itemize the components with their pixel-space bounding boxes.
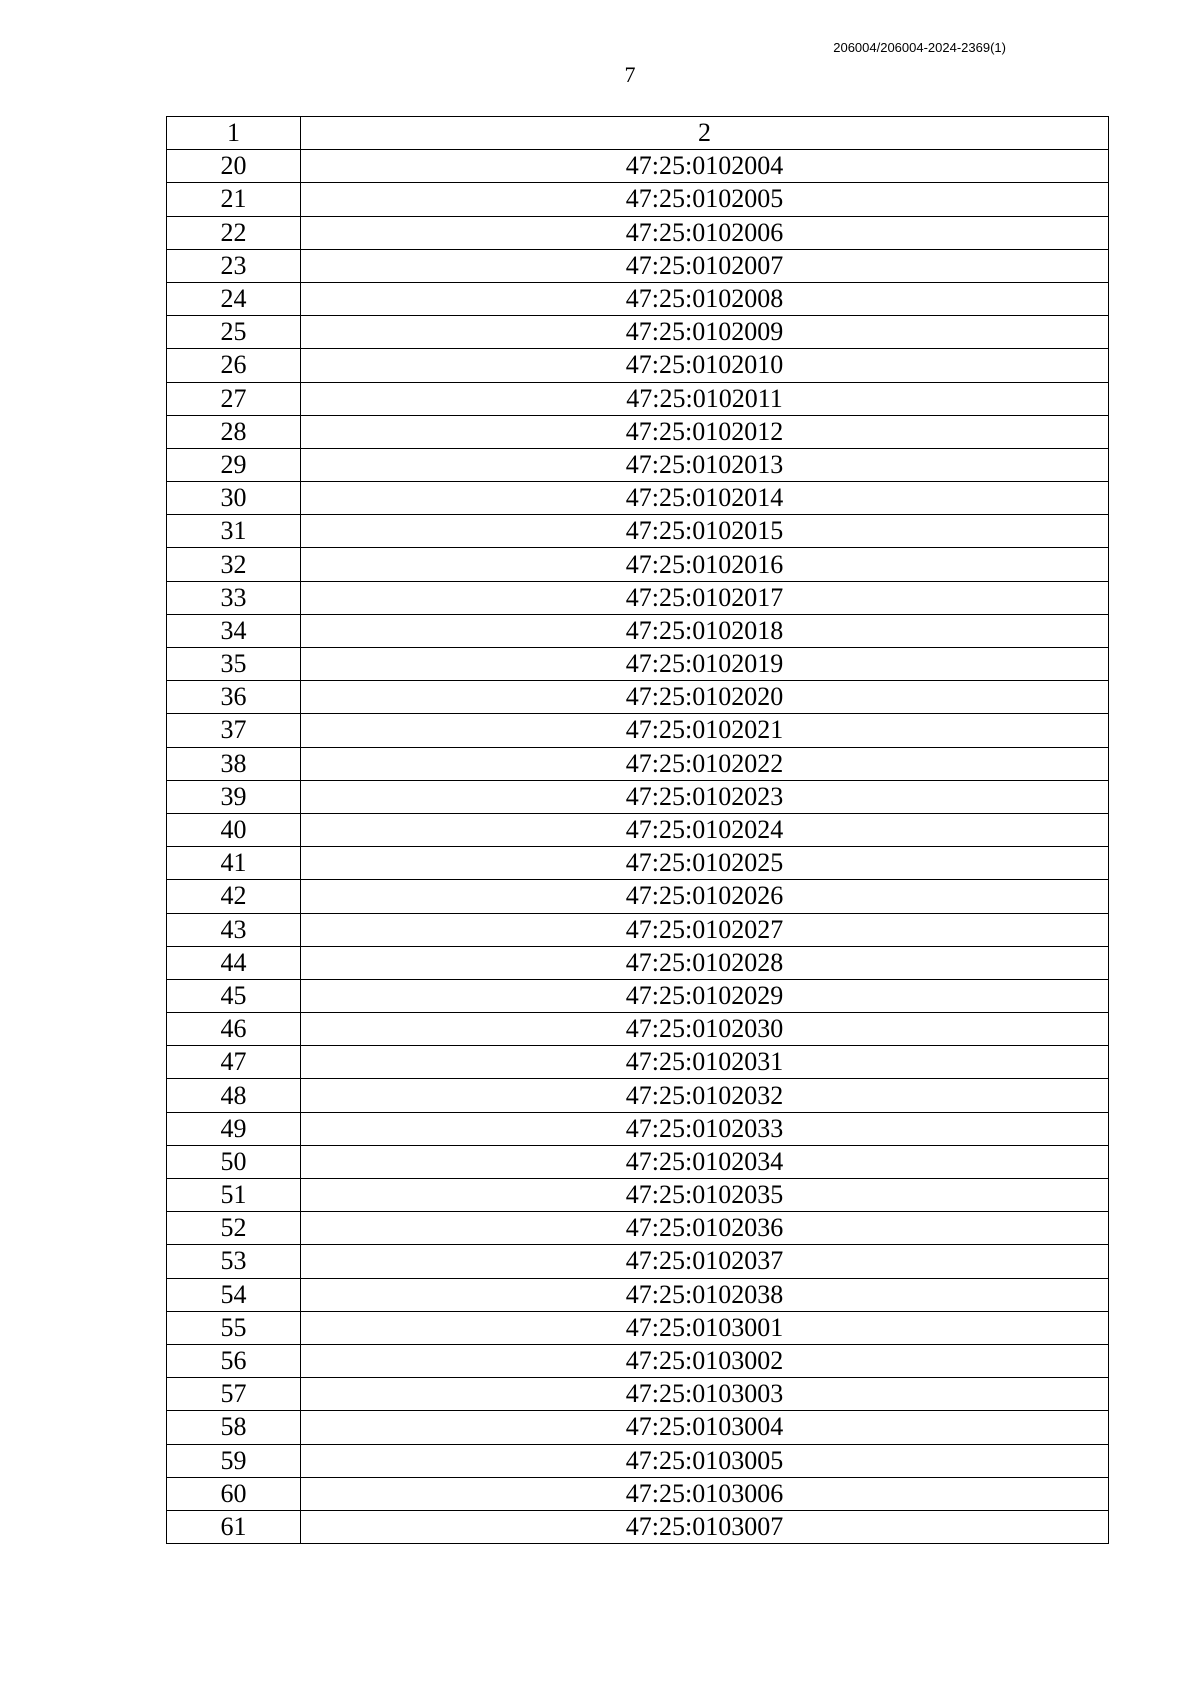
table-row — [167, 548, 1109, 581]
row-number-cell: 44 — [167, 946, 301, 979]
cadastral-number-cell: 47:25:0102013 — [301, 448, 1109, 481]
cadastral-number-cell: 47:25:0102012 — [301, 415, 1109, 448]
row-number-cell: 37 — [167, 714, 301, 747]
cadastral-number-cell: 47:25:0103007 — [301, 1510, 1109, 1543]
table-row — [167, 979, 1109, 1012]
row-number-cell: 27 — [167, 382, 301, 415]
cadastral-number-cell: 47:25:0102019 — [301, 648, 1109, 681]
cadastral-number-cell: 47:25:0102036 — [301, 1212, 1109, 1245]
cadastral-number-cell: 47:25:0102029 — [301, 979, 1109, 1012]
table-row — [167, 714, 1109, 747]
row-number-cell: 35 — [167, 648, 301, 681]
row-number-cell: 28 — [167, 415, 301, 448]
cadastral-number-cell: 47:25:0102005 — [301, 183, 1109, 216]
cadastral-number-cell: 47:25:0102038 — [301, 1278, 1109, 1311]
cadastral-number-cell: 47:25:0102018 — [301, 614, 1109, 647]
row-number-cell: 30 — [167, 482, 301, 515]
table-row — [167, 648, 1109, 681]
cadastral-number-cell: 47:25:0102030 — [301, 1013, 1109, 1046]
table-row — [167, 1245, 1109, 1278]
table-row — [167, 1477, 1109, 1510]
cadastral-number-cell: 47:25:0102010 — [301, 349, 1109, 382]
table-row — [167, 946, 1109, 979]
table-row — [167, 282, 1109, 315]
table-row — [167, 1444, 1109, 1477]
row-number-cell: 61 — [167, 1510, 301, 1543]
table-row — [167, 880, 1109, 913]
row-number-cell: 48 — [167, 1079, 301, 1112]
row-number-cell: 59 — [167, 1444, 301, 1477]
table-row — [167, 1046, 1109, 1079]
table-row — [167, 150, 1109, 183]
row-number-cell: 57 — [167, 1378, 301, 1411]
table-row — [167, 349, 1109, 382]
table-row — [167, 1510, 1109, 1543]
table-row — [167, 316, 1109, 349]
table-row — [167, 847, 1109, 880]
table-row — [167, 448, 1109, 481]
cadastral-number-cell: 47:25:0102033 — [301, 1112, 1109, 1145]
row-number-cell: 50 — [167, 1145, 301, 1178]
table-row — [167, 581, 1109, 614]
table-row — [167, 1112, 1109, 1145]
cadastral-number-cell: 47:25:0102016 — [301, 548, 1109, 581]
table-body — [167, 150, 1109, 1544]
table-row — [167, 1013, 1109, 1046]
cadastral-number-cell: 47:25:0102037 — [301, 1245, 1109, 1278]
row-number-cell: 54 — [167, 1278, 301, 1311]
row-number-cell: 32 — [167, 548, 301, 581]
table-row — [167, 681, 1109, 714]
table-row — [167, 747, 1109, 780]
cadastral-number-cell: 47:25:0102035 — [301, 1179, 1109, 1212]
row-number-cell: 56 — [167, 1344, 301, 1377]
cadastral-number-cell: 47:25:0102023 — [301, 780, 1109, 813]
row-number-cell: 52 — [167, 1212, 301, 1245]
table-row — [167, 1378, 1109, 1411]
table-row — [167, 614, 1109, 647]
table-row — [167, 415, 1109, 448]
cadastral-number-cell: 47:25:0102017 — [301, 581, 1109, 614]
table-row — [167, 1278, 1109, 1311]
row-number-cell: 53 — [167, 1245, 301, 1278]
cadastral-number-cell: 47:25:0102028 — [301, 946, 1109, 979]
table-header — [167, 117, 1109, 150]
cadastral-number-cell: 47:25:0102011 — [301, 382, 1109, 415]
cadastral-number-cell: 47:25:0103002 — [301, 1344, 1109, 1377]
row-number-cell: 51 — [167, 1179, 301, 1212]
cadastral-number-cell: 47:25:0103001 — [301, 1311, 1109, 1344]
row-number-cell: 29 — [167, 448, 301, 481]
cadastral-number-cell: 47:25:0102032 — [301, 1079, 1109, 1112]
cadastral-number-cell: 47:25:0102004 — [301, 150, 1109, 183]
row-number-cell: 42 — [167, 880, 301, 913]
row-number-cell: 24 — [167, 282, 301, 315]
cadastral-number-cell: 47:25:0102008 — [301, 282, 1109, 315]
cadastral-number-cell: 47:25:0103003 — [301, 1378, 1109, 1411]
table-row — [167, 1311, 1109, 1344]
row-number-cell: 47 — [167, 1046, 301, 1079]
row-number-cell: 25 — [167, 316, 301, 349]
row-number-cell: 23 — [167, 249, 301, 282]
row-number-cell: 20 — [167, 150, 301, 183]
row-number-cell: 40 — [167, 813, 301, 846]
cadastral-number-cell: 47:25:0102014 — [301, 482, 1109, 515]
row-number-cell: 49 — [167, 1112, 301, 1145]
table-row — [167, 780, 1109, 813]
cadastral-number-cell: 47:25:0102026 — [301, 880, 1109, 913]
table-row — [167, 813, 1109, 846]
cadastral-table — [166, 116, 1109, 1544]
row-number-cell: 22 — [167, 216, 301, 249]
cadastral-number-cell: 47:25:0102031 — [301, 1046, 1109, 1079]
cadastral-number-cell: 47:25:0102024 — [301, 813, 1109, 846]
cadastral-number-cell: 47:25:0103006 — [301, 1477, 1109, 1510]
row-number-cell: 34 — [167, 614, 301, 647]
header-row — [167, 117, 1109, 150]
table-row — [167, 216, 1109, 249]
row-number-cell: 36 — [167, 681, 301, 714]
row-number-cell: 21 — [167, 183, 301, 216]
row-number-cell: 55 — [167, 1311, 301, 1344]
table-row — [167, 249, 1109, 282]
cadastral-number-cell: 47:25:0102034 — [301, 1145, 1109, 1178]
cadastral-number-cell: 47:25:0102007 — [301, 249, 1109, 282]
cadastral-number-cell: 47:25:0102027 — [301, 913, 1109, 946]
table-row — [167, 183, 1109, 216]
table-row — [167, 1079, 1109, 1112]
cadastral-number-cell: 47:25:0102022 — [301, 747, 1109, 780]
row-number-cell: 46 — [167, 1013, 301, 1046]
cadastral-number-cell: 47:25:0103004 — [301, 1411, 1109, 1444]
cadastral-number-cell: 47:25:0102021 — [301, 714, 1109, 747]
row-number-cell: 60 — [167, 1477, 301, 1510]
cadastral-number-cell: 47:25:0102009 — [301, 316, 1109, 349]
row-number-cell: 33 — [167, 581, 301, 614]
cadastral-number-cell: 47:25:0103005 — [301, 1444, 1109, 1477]
row-number-cell: 43 — [167, 913, 301, 946]
table-row — [167, 515, 1109, 548]
cadastral-number-cell: 47:25:0102015 — [301, 515, 1109, 548]
table-row — [167, 482, 1109, 515]
row-number-cell: 26 — [167, 349, 301, 382]
document-id: 206004/206004-2024-2369(1) — [833, 40, 1006, 55]
cadastral-number-cell: 47:25:0102020 — [301, 681, 1109, 714]
row-number-cell: 31 — [167, 515, 301, 548]
row-number-cell: 38 — [167, 747, 301, 780]
table-row — [167, 1145, 1109, 1178]
row-number-cell: 39 — [167, 780, 301, 813]
page-number: 7 — [624, 62, 636, 87]
column-header-1: 1 — [167, 117, 301, 150]
cadastral-number-cell: 47:25:0102025 — [301, 847, 1109, 880]
table-row — [167, 1411, 1109, 1444]
column-header-2: 2 — [301, 117, 1109, 150]
table-row — [167, 1179, 1109, 1212]
table-row — [167, 1344, 1109, 1377]
table-row — [167, 382, 1109, 415]
row-number-cell: 45 — [167, 979, 301, 1012]
cadastral-number-cell: 47:25:0102006 — [301, 216, 1109, 249]
table-row — [167, 1212, 1109, 1245]
table-row — [167, 913, 1109, 946]
row-number-cell: 58 — [167, 1411, 301, 1444]
row-number-cell: 41 — [167, 847, 301, 880]
